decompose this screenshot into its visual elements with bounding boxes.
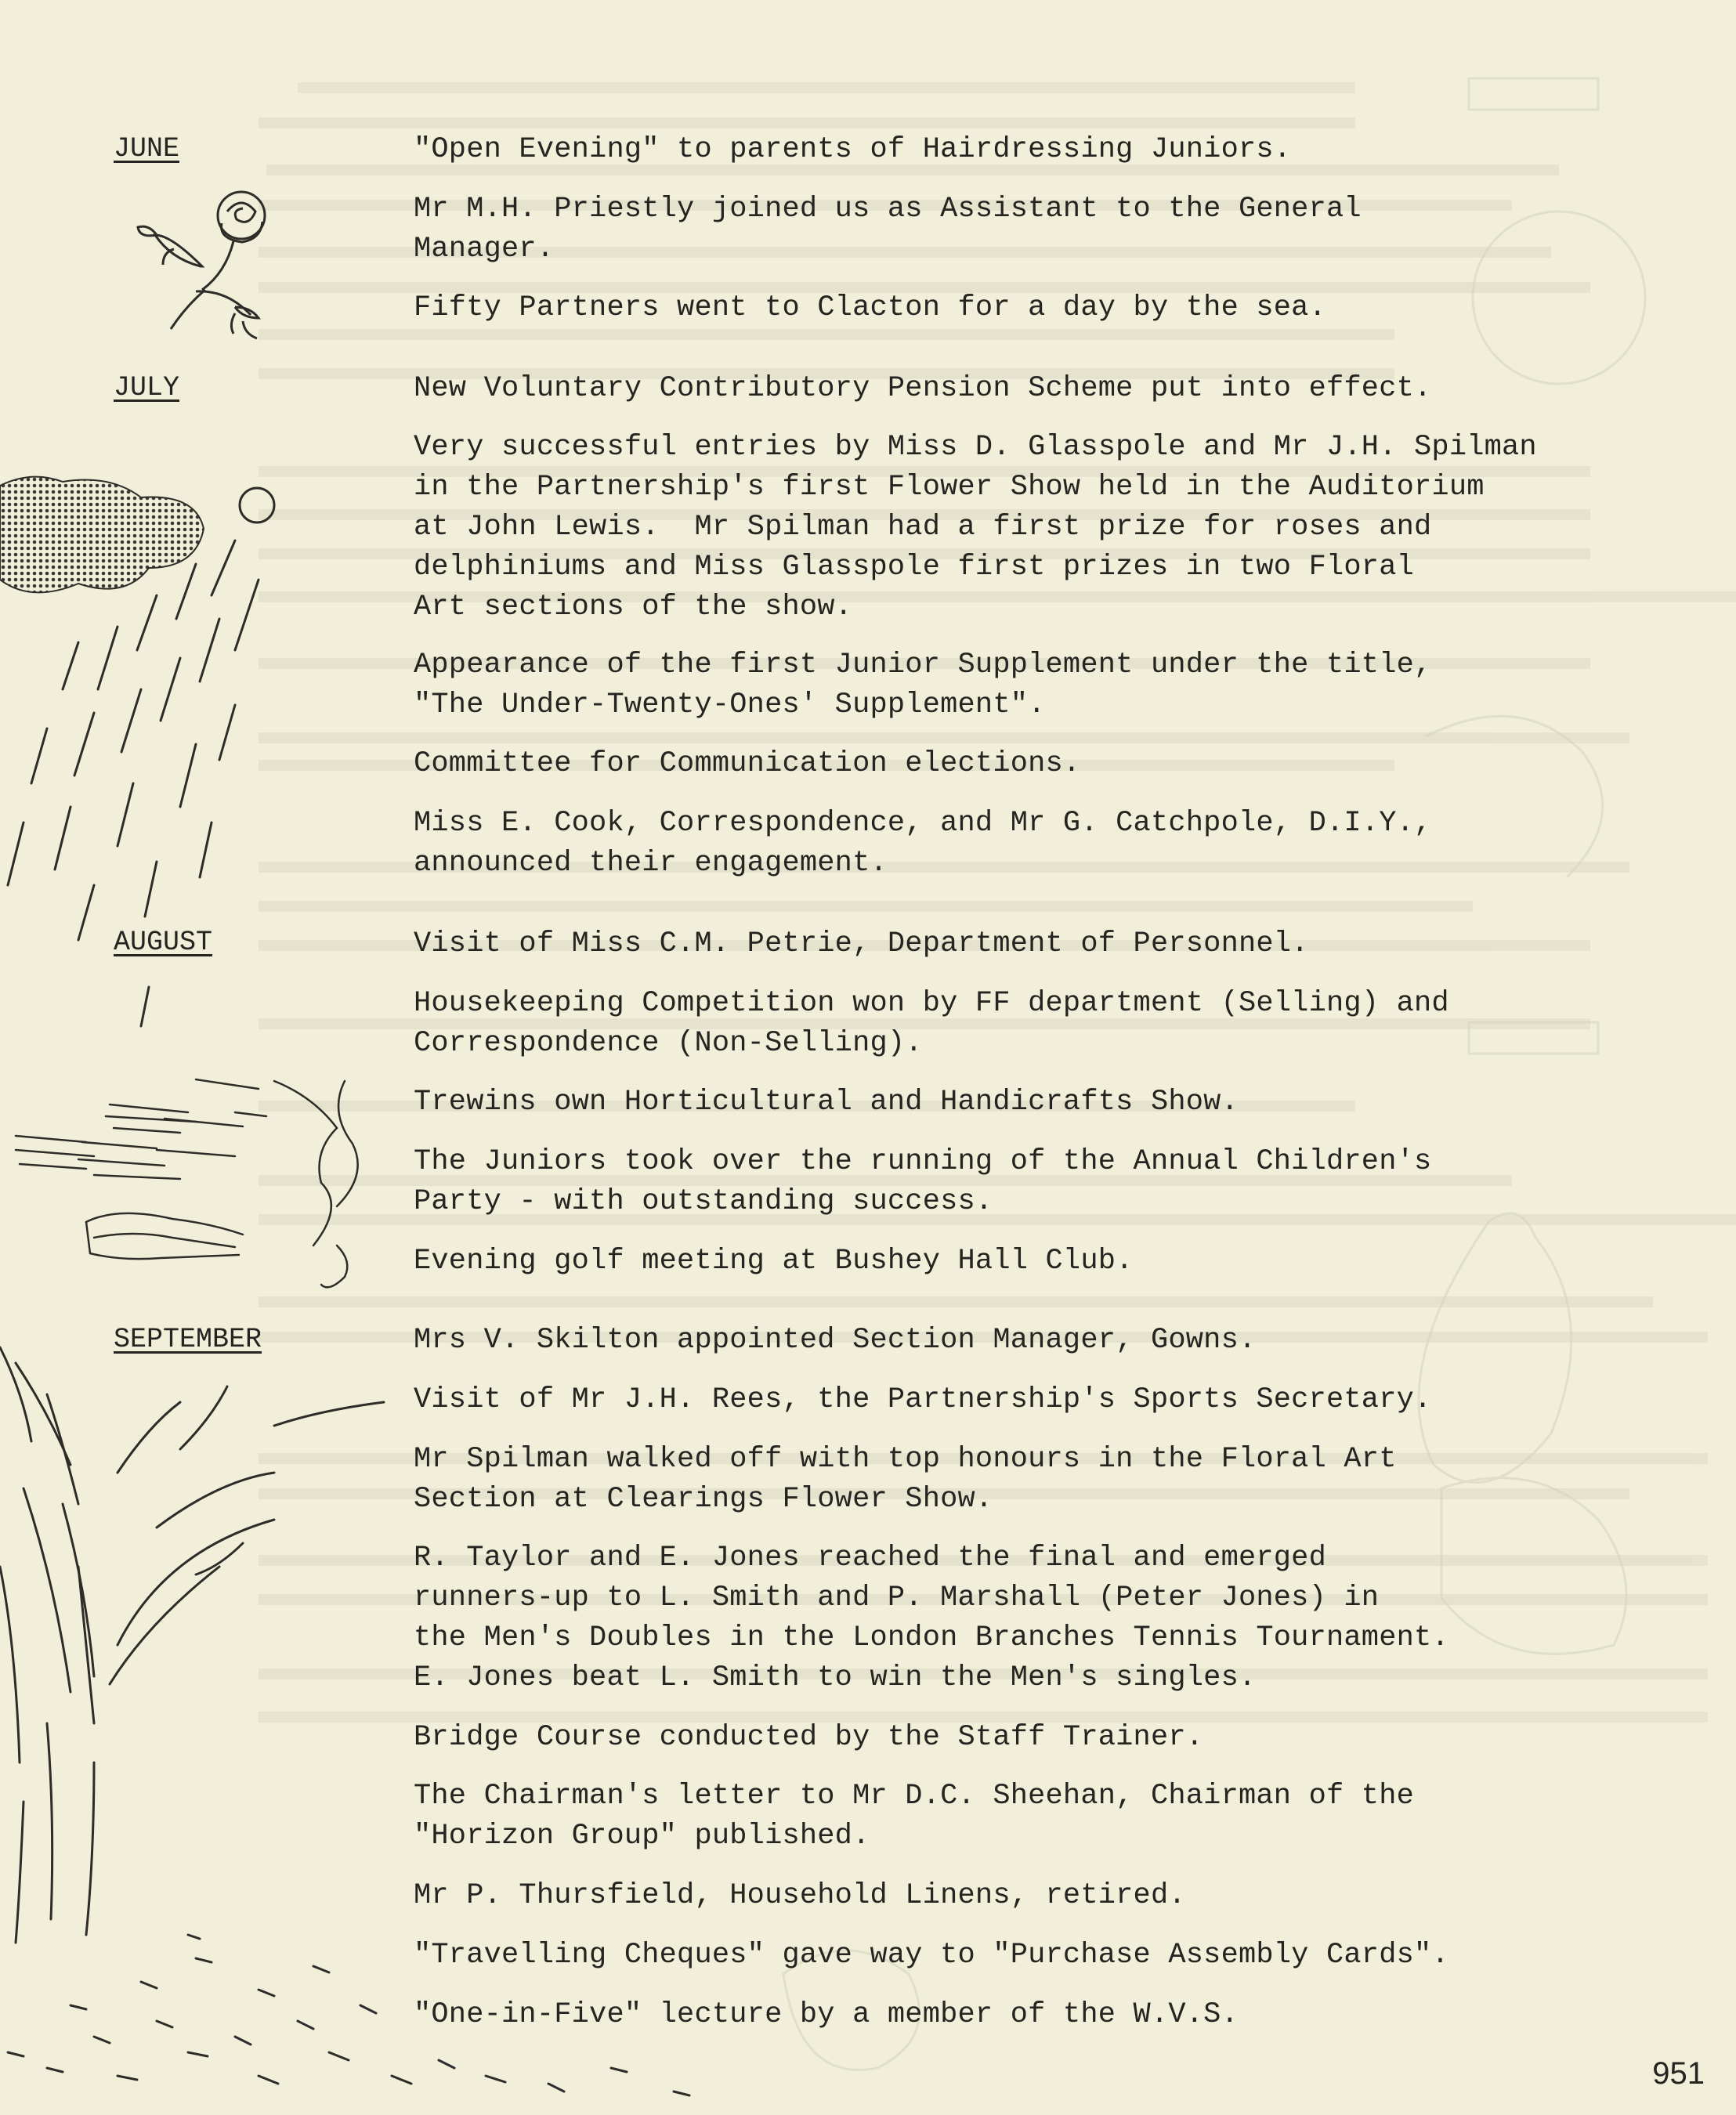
entry-chairman-letter: The Chairman's letter to Mr D.C. Sheehan, Chairman of the "Horizon Group" published. bbox=[414, 1780, 1415, 1853]
entry-skilton: Mrs V. Skilton appointed Section Manager, Gowns. bbox=[414, 1324, 1257, 1357]
entry-open-evening: "Open Evening" to parents of Hairdressing Juniors. bbox=[414, 133, 1292, 166]
entry-pension-scheme: New Voluntary Contributory Pension Scheme put into effect. bbox=[414, 372, 1432, 405]
entry-housekeeping: Housekeeping Competition won by FF department (Selling) and Correspondence (Non-Selling). bbox=[414, 987, 1449, 1060]
entry-bridge-course: Bridge Course conducted by the Staff Trainer. bbox=[414, 1721, 1204, 1754]
entry-engagement: Miss E. Cook, Correspondence, and Mr G. Catchpole, D.I.Y., announced their engagement. bbox=[414, 807, 1432, 880]
entry-rees-visit: Visit of Mr J.H. Rees, the Partnership's Sports Secretary. bbox=[414, 1383, 1432, 1416]
month-july: JULY bbox=[114, 372, 180, 403]
entry-one-in-five: "One-in-Five" lecture by a member of the W.V.S. bbox=[414, 1998, 1239, 2031]
tree-icon bbox=[0, 1347, 384, 1943]
entry-petrie-visit: Visit of Miss C.M. Petrie, Department of Personnel. bbox=[414, 927, 1309, 960]
entry-committee-elections: Committee for Communication elections. bbox=[414, 747, 1081, 780]
entry-clacton: Fifty Partners went to Clacton for a day by the sea. bbox=[414, 291, 1326, 324]
entry-junior-supplement: Appearance of the first Junior Supplement under the title, "The Under-Twenty-Ones' Supplement". bbox=[414, 649, 1432, 721]
page-number: 951 bbox=[1652, 2056, 1705, 2091]
month-june: JUNE bbox=[114, 133, 180, 164]
sun-icon bbox=[240, 488, 274, 522]
entry-travelling-cheques: "Travelling Cheques" gave way to "Purchase Assembly Cards". bbox=[414, 1939, 1449, 1972]
entry-tennis: R. Taylor and E. Jones reached the final and emerged runners-up to L. Smith and P. Marshall (Peter Jones) in the Men's Doubles in the London Branches Tennis Tournament. E. Jones beat L. Smith to win the Men's singles. bbox=[414, 1542, 1449, 1694]
entry-priestly: Mr M.H. Priestly joined us as Assistant to the General Manager. bbox=[414, 193, 1362, 266]
wind-icon bbox=[16, 1079, 358, 1287]
entry-clearings-show: Mr Spilman walked off with top honours in the Floral Art Section at Clearings Flower Show. bbox=[414, 1443, 1397, 1516]
month-september: SEPTEMBER bbox=[114, 1324, 262, 1355]
entry-flower-show: Very successful entries by Miss D. Glasspole and Mr J.H. Spilman in the Partnership's first Flower Show held in the Auditorium at John Lewis. Mr Spilman had a first prize for roses and delphiniums and Miss Glasspole first prizes in two Floral Art sections of the show. bbox=[414, 431, 1537, 624]
month-august: AUGUST bbox=[114, 927, 213, 958]
entry-trewins-show: Trewins own Horticultural and Handicrafts Show. bbox=[414, 1086, 1239, 1119]
entry-childrens-party: The Juniors took over the running of the Annual Children's Party - with outstanding success. bbox=[414, 1145, 1432, 1218]
rose-icon bbox=[138, 192, 265, 338]
cloud-icon bbox=[0, 477, 204, 593]
entry-golf-meeting: Evening golf meeting at Bushey Hall Club. bbox=[414, 1245, 1134, 1278]
entry-thursfield: Mr P. Thursfield, Household Linens, retired. bbox=[414, 1879, 1186, 1912]
